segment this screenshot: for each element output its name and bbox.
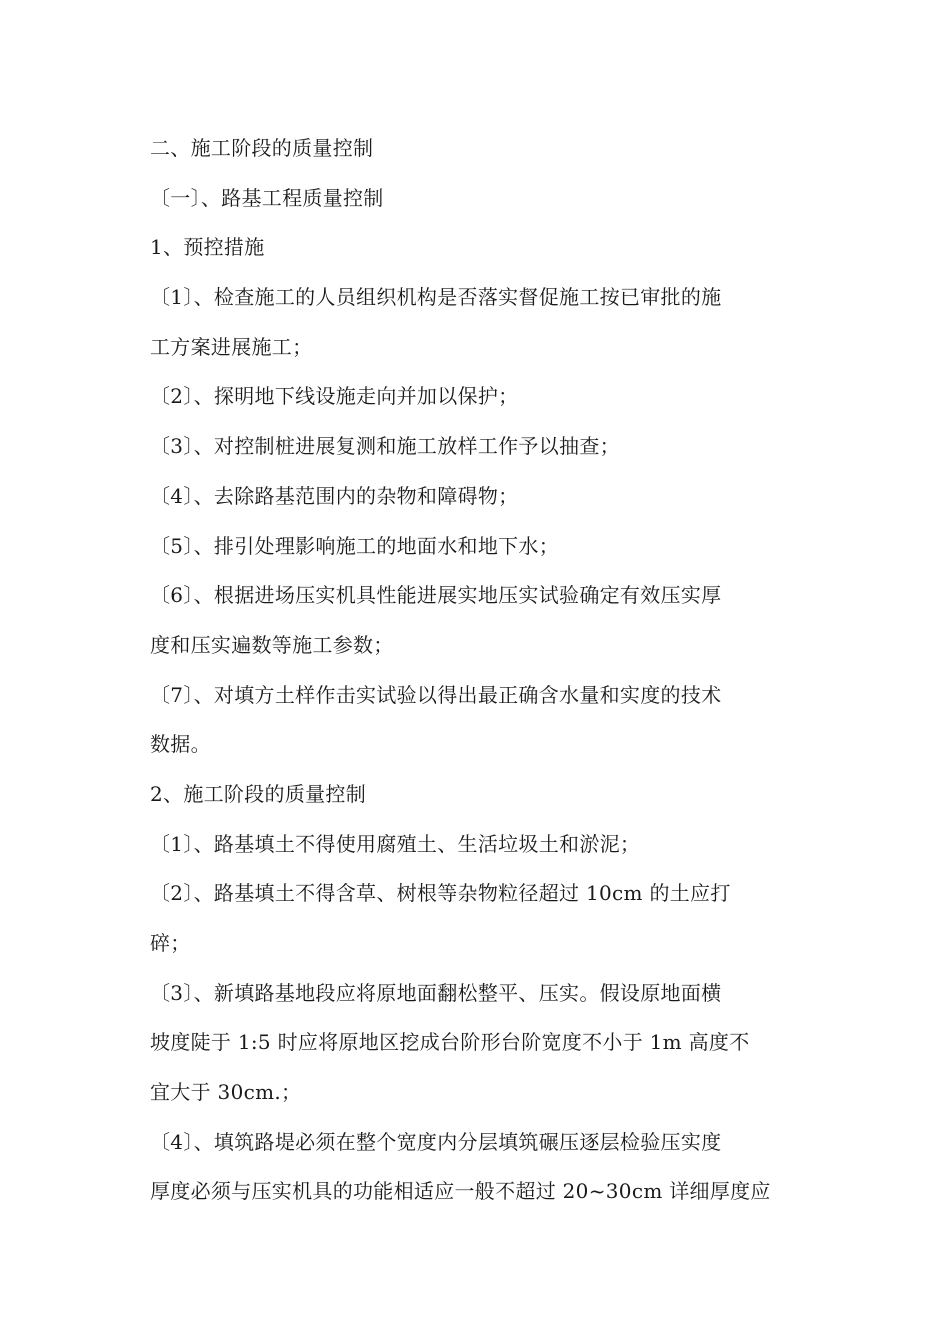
text-line: 数据。 (150, 732, 211, 757)
text-line: 〔3〕、新填路基地段应将原地面翻松整平、压实。假设原地面横 (150, 980, 722, 1005)
text-line: 工方案进展施工； (150, 334, 313, 359)
text-line: 〔3〕、对控制桩进展复测和施工放样工作予以抽查； (150, 434, 620, 459)
text-line: 碎； (150, 931, 191, 955)
text-line: 厚度必须与压实机具的功能相适应一般不超过 20~30cm 详细厚度应 (150, 1179, 771, 1204)
text-line: 〔6〕、根据进场压实机具性能进展实地压实试验确定有效压实厚 (150, 583, 722, 608)
text-line: 〔4〕、去除路基范围内的杂物和障碍物； (150, 483, 519, 508)
text-line: 坡度陡于 1:5 时应将原地区挖成台阶形台阶宽度不小于 1m 高度不 (150, 1030, 750, 1055)
text-line: 度和压实遍数等施工参数； (150, 632, 394, 657)
text-line: 〔2〕、探明地下线设施走向并加以保护； (150, 384, 519, 409)
item-heading: 1、预控措施 (150, 235, 265, 260)
document-body (150, 124, 810, 1217)
text-line: 〔1〕、检查施工的人员组织机构是否落实督促施工按已审批的施 (150, 285, 722, 310)
text-line: 〔4〕、填筑路堤必须在整个宽度内分层填筑碾压逐层检验压实度 (150, 1129, 722, 1154)
text-line: 〔1〕、路基填土不得使用腐殖土、生活垃圾土和淤泥； (150, 831, 641, 856)
text-line: 〔7〕、对填方土样作击实试验以得出最正确含水量和实度的技术 (150, 682, 722, 707)
text-line: 宜大于 30cm.； (150, 1080, 302, 1105)
text-line: 〔5〕、排引处理影响施工的地面水和地下水； (150, 533, 560, 558)
text-line: 〔2〕、路基填土不得含草、树根等杂物粒径超过 10cm 的土应打 (150, 881, 731, 906)
item-heading: 2、施工阶段的质量控制 (150, 781, 367, 806)
subsection-heading: 〔一〕、路基工程质量控制 (150, 185, 384, 210)
section-heading: 二、施工阶段的质量控制 (150, 136, 374, 160)
